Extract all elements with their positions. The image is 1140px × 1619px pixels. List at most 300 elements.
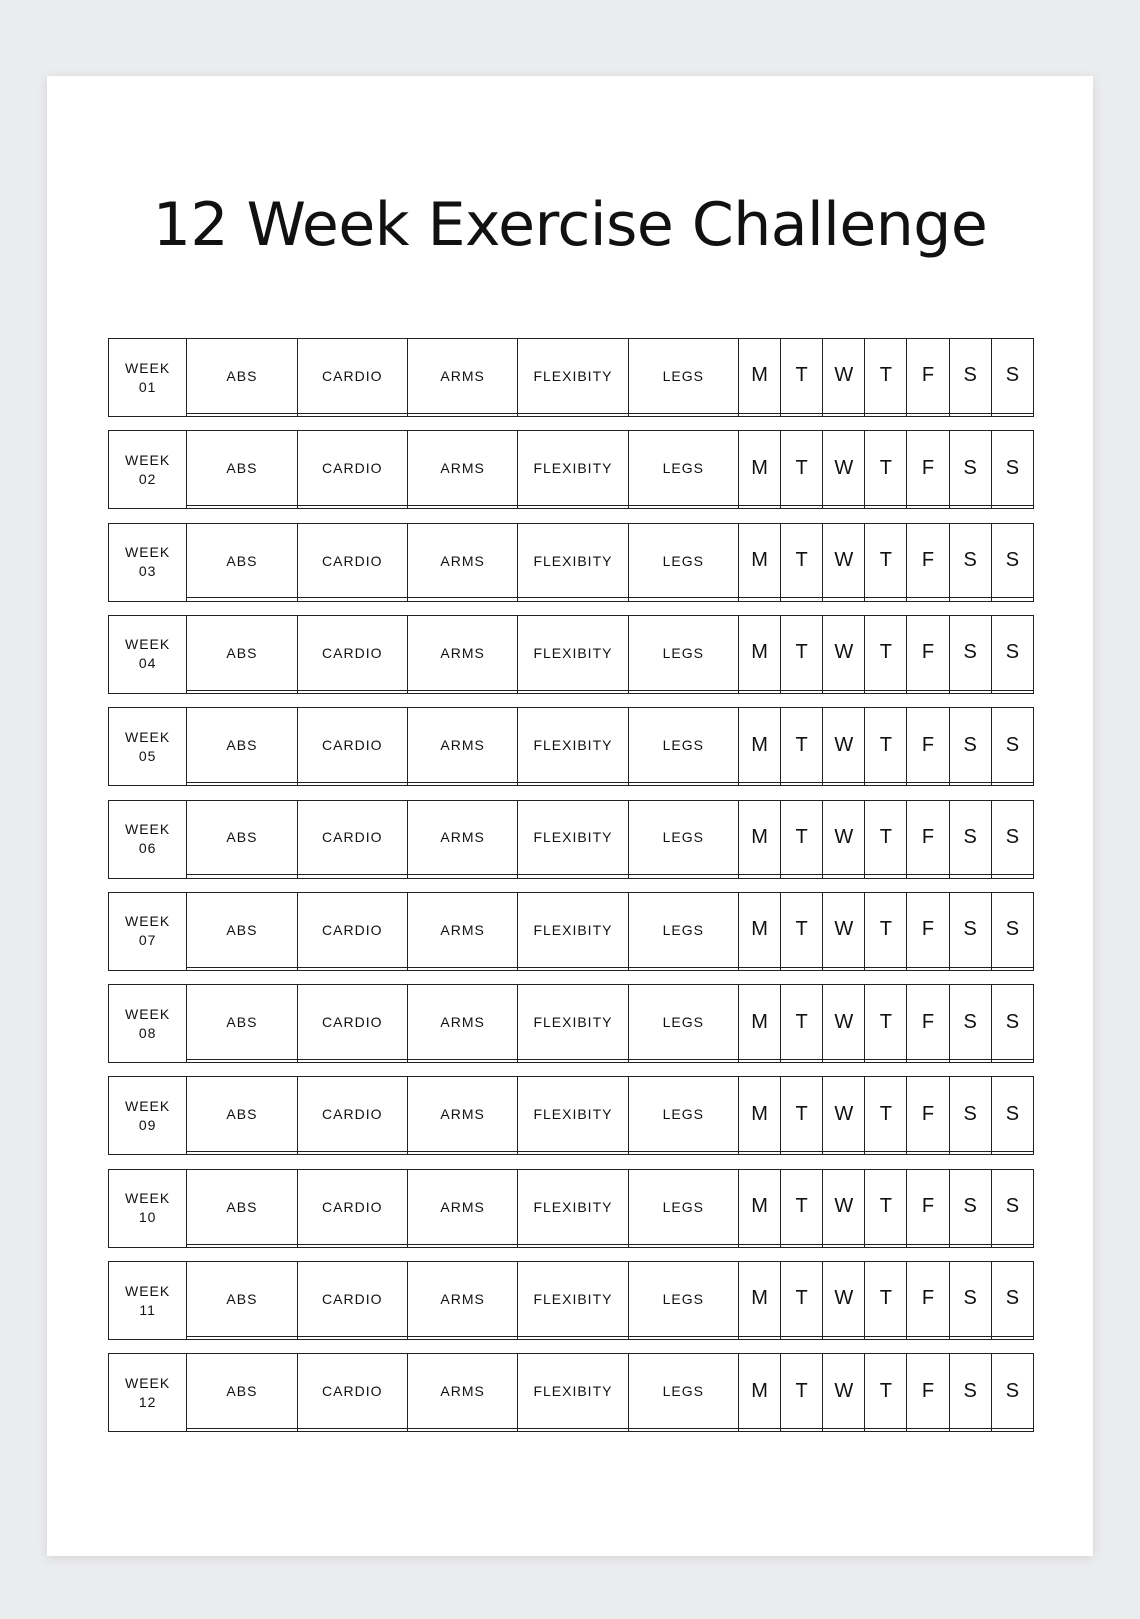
day-checkbox-cell[interactable] [738, 413, 780, 416]
day-checkbox-cell[interactable] [949, 690, 991, 693]
category-entry-cell[interactable] [628, 1152, 738, 1155]
day-checkbox-cell[interactable] [823, 1244, 865, 1247]
week-table [108, 984, 1034, 1063]
week-header-row [109, 339, 1034, 414]
category-entry-cell[interactable] [518, 1429, 628, 1432]
day-header: S [991, 985, 1033, 1060]
category-entry-cell[interactable] [187, 598, 297, 601]
category-entry-cell[interactable] [187, 1244, 297, 1247]
day-header: F [907, 523, 949, 598]
day-checkbox-cell[interactable] [738, 1336, 780, 1339]
category-header: CARDIO [297, 615, 407, 690]
category-entry-cell[interactable] [297, 1429, 407, 1432]
category-entry-cell[interactable] [628, 1429, 738, 1432]
day-checkbox-cell[interactable] [907, 1336, 949, 1339]
day-header: W [823, 431, 865, 506]
category-header: ARMS [407, 892, 517, 967]
category-header: FLEXIBITY [518, 523, 628, 598]
week-label [109, 523, 187, 601]
category-header: FLEXIBITY [518, 708, 628, 783]
week-number: 12 [138, 1393, 157, 1410]
week-header-row [109, 615, 1034, 690]
day-checkbox-cell[interactable] [991, 1429, 1033, 1432]
day-header: T [865, 800, 907, 875]
day-checkbox-cell[interactable] [949, 506, 991, 509]
category-entry-cell[interactable] [518, 783, 628, 786]
category-header: ARMS [407, 523, 517, 598]
category-header: CARDIO [297, 1262, 407, 1337]
week-word: WEEK [125, 1282, 171, 1299]
category-entry-cell[interactable] [297, 506, 407, 509]
day-checkbox-cell[interactable] [865, 1059, 907, 1062]
day-checkbox-cell[interactable] [991, 1152, 1033, 1155]
day-checkbox-cell[interactable] [991, 598, 1033, 601]
day-header: F [907, 339, 949, 414]
day-checkbox-cell[interactable] [949, 598, 991, 601]
category-entry-cell[interactable] [297, 1244, 407, 1247]
category-entry-cell[interactable] [628, 598, 738, 601]
category-header: CARDIO [297, 523, 407, 598]
day-checkbox-cell[interactable] [781, 875, 823, 878]
category-entry-cell[interactable] [187, 413, 297, 416]
day-header: T [781, 339, 823, 414]
day-header: T [781, 985, 823, 1060]
week-header-row [109, 800, 1034, 875]
day-header: S [949, 615, 991, 690]
week-label [109, 1354, 187, 1432]
week-header-row [109, 431, 1034, 506]
category-header: FLEXIBITY [518, 1354, 628, 1429]
day-checkbox-cell[interactable] [823, 1336, 865, 1339]
day-checkbox-cell[interactable] [823, 506, 865, 509]
category-header: CARDIO [297, 708, 407, 783]
category-entry-cell[interactable] [297, 413, 407, 416]
category-entry-cell[interactable] [518, 1152, 628, 1155]
day-header: S [991, 1262, 1033, 1337]
category-header: LEGS [628, 1169, 738, 1244]
category-header: LEGS [628, 892, 738, 967]
day-header: T [865, 615, 907, 690]
day-header: S [949, 1077, 991, 1152]
category-entry-cell[interactable] [187, 1059, 297, 1062]
day-header: S [949, 892, 991, 967]
category-entry-cell[interactable] [187, 1429, 297, 1432]
day-checkbox-cell[interactable] [991, 506, 1033, 509]
day-header: W [823, 339, 865, 414]
week-entry-row [109, 1244, 1034, 1247]
week-header-row [109, 1077, 1034, 1152]
week-word: WEEK [125, 913, 171, 930]
day-header: M [738, 339, 780, 414]
day-checkbox-cell[interactable] [949, 1429, 991, 1432]
day-header: T [781, 708, 823, 783]
day-checkbox-cell[interactable] [949, 1244, 991, 1247]
day-checkbox-cell[interactable] [823, 967, 865, 970]
day-checkbox-cell[interactable] [907, 1429, 949, 1432]
day-checkbox-cell[interactable] [991, 1244, 1033, 1247]
week-entry-row [109, 413, 1034, 416]
day-header: M [738, 892, 780, 967]
week-number: 04 [138, 655, 157, 672]
day-checkbox-cell[interactable] [738, 1059, 780, 1062]
category-header: CARDIO [297, 431, 407, 506]
day-header: W [823, 1077, 865, 1152]
day-header: F [907, 1169, 949, 1244]
week-entry-row [109, 598, 1034, 601]
day-header: S [949, 431, 991, 506]
category-header: LEGS [628, 708, 738, 783]
day-checkbox-cell[interactable] [949, 1059, 991, 1062]
category-entry-cell[interactable] [407, 1244, 517, 1247]
page-title: 12 Week Exercise Challenge [152, 190, 988, 260]
day-checkbox-cell[interactable] [907, 1152, 949, 1155]
category-entry-cell[interactable] [628, 783, 738, 786]
day-checkbox-cell[interactable] [865, 875, 907, 878]
category-header: CARDIO [297, 1077, 407, 1152]
day-checkbox-cell[interactable] [738, 598, 780, 601]
day-header: W [823, 1262, 865, 1337]
category-entry-cell[interactable] [187, 506, 297, 509]
day-header: T [865, 523, 907, 598]
week-entry-row [109, 875, 1034, 878]
category-entry-cell[interactable] [628, 690, 738, 693]
day-checkbox-cell[interactable] [781, 1429, 823, 1432]
week-table [108, 892, 1034, 971]
category-entry-cell[interactable] [518, 875, 628, 878]
category-entry-cell[interactable] [628, 875, 738, 878]
category-header: FLEXIBITY [518, 892, 628, 967]
category-entry-cell[interactable] [407, 1152, 517, 1155]
day-header: M [738, 523, 780, 598]
day-header: S [991, 1169, 1033, 1244]
day-checkbox-cell[interactable] [991, 690, 1033, 693]
category-header: ARMS [407, 1077, 517, 1152]
category-entry-cell[interactable] [297, 1336, 407, 1339]
category-entry-cell[interactable] [187, 690, 297, 693]
day-checkbox-cell[interactable] [991, 875, 1033, 878]
day-checkbox-cell[interactable] [738, 690, 780, 693]
category-header: FLEXIBITY [518, 800, 628, 875]
category-header: LEGS [628, 431, 738, 506]
category-entry-cell[interactable] [407, 875, 517, 878]
week-entry-row [109, 783, 1034, 786]
category-entry-cell[interactable] [297, 1152, 407, 1155]
day-header: T [781, 1262, 823, 1337]
week-table [108, 338, 1034, 417]
day-header: M [738, 1077, 780, 1152]
category-header: LEGS [628, 339, 738, 414]
day-checkbox-cell[interactable] [865, 1152, 907, 1155]
category-header: ARMS [407, 339, 517, 414]
category-header: FLEXIBITY [518, 339, 628, 414]
day-checkbox-cell[interactable] [823, 875, 865, 878]
day-header: T [865, 985, 907, 1060]
category-header: ARMS [407, 431, 517, 506]
day-checkbox-cell[interactable] [823, 1429, 865, 1432]
day-checkbox-cell[interactable] [907, 413, 949, 416]
category-entry-cell[interactable] [297, 783, 407, 786]
day-checkbox-cell[interactable] [907, 690, 949, 693]
week-number: 06 [138, 840, 157, 856]
day-checkbox-cell[interactable] [865, 783, 907, 786]
day-checkbox-cell[interactable] [991, 783, 1033, 786]
day-checkbox-cell[interactable] [907, 506, 949, 509]
category-entry-cell[interactable] [628, 1336, 738, 1339]
category-entry-cell[interactable] [518, 1059, 628, 1062]
category-entry-cell[interactable] [407, 1336, 517, 1339]
week-word: WEEK [125, 1190, 171, 1207]
day-header: F [907, 1262, 949, 1337]
day-checkbox-cell[interactable] [823, 413, 865, 416]
day-checkbox-cell[interactable] [781, 598, 823, 601]
day-checkbox-cell[interactable] [865, 598, 907, 601]
day-checkbox-cell[interactable] [738, 1152, 780, 1155]
week-label [109, 1169, 187, 1247]
category-entry-cell[interactable] [407, 1429, 517, 1432]
day-header: F [907, 892, 949, 967]
category-header: LEGS [628, 800, 738, 875]
day-header: F [907, 985, 949, 1060]
category-entry-cell[interactable] [187, 1152, 297, 1155]
day-checkbox-cell[interactable] [823, 783, 865, 786]
category-header: ARMS [407, 1262, 517, 1337]
day-header: S [949, 800, 991, 875]
week-number: 03 [138, 563, 157, 580]
day-checkbox-cell[interactable] [781, 967, 823, 970]
category-entry-cell[interactable] [407, 1059, 517, 1062]
category-header: ABS [187, 523, 297, 598]
category-header: ARMS [407, 615, 517, 690]
category-header: LEGS [628, 523, 738, 598]
day-header: T [865, 1354, 907, 1429]
category-header: ABS [187, 800, 297, 875]
day-header: S [949, 1262, 991, 1337]
day-checkbox-cell[interactable] [738, 1429, 780, 1432]
day-checkbox-cell[interactable] [949, 1336, 991, 1339]
day-header: T [865, 708, 907, 783]
day-checkbox-cell[interactable] [865, 967, 907, 970]
week-header-row [109, 708, 1034, 783]
category-header: LEGS [628, 1354, 738, 1429]
day-checkbox-cell[interactable] [865, 1429, 907, 1432]
category-header: FLEXIBITY [518, 1262, 628, 1337]
day-checkbox-cell[interactable] [907, 967, 949, 970]
day-header: F [907, 431, 949, 506]
day-header: M [738, 1169, 780, 1244]
category-entry-cell[interactable] [628, 1059, 738, 1062]
day-header: M [738, 1354, 780, 1429]
day-checkbox-cell[interactable] [738, 875, 780, 878]
day-checkbox-cell[interactable] [865, 1336, 907, 1339]
day-checkbox-cell[interactable] [738, 967, 780, 970]
week-label [109, 431, 187, 509]
category-entry-cell[interactable] [187, 967, 297, 970]
category-entry-cell[interactable] [407, 598, 517, 601]
week-label [109, 985, 187, 1063]
week-label [109, 892, 187, 970]
week-header-row [109, 1169, 1034, 1244]
day-checkbox-cell[interactable] [991, 1336, 1033, 1339]
category-header: ARMS [407, 1169, 517, 1244]
week-entry-row [109, 690, 1034, 693]
day-header: S [991, 800, 1033, 875]
day-checkbox-cell[interactable] [781, 1152, 823, 1155]
category-entry-cell[interactable] [407, 967, 517, 970]
category-entry-cell[interactable] [297, 967, 407, 970]
day-header: F [907, 800, 949, 875]
day-header: T [865, 339, 907, 414]
day-checkbox-cell[interactable] [949, 413, 991, 416]
day-checkbox-cell[interactable] [823, 598, 865, 601]
category-entry-cell[interactable] [518, 690, 628, 693]
day-checkbox-cell[interactable] [991, 967, 1033, 970]
category-header: ABS [187, 1262, 297, 1337]
day-header: S [949, 708, 991, 783]
day-header: S [991, 1354, 1033, 1429]
day-checkbox-cell[interactable] [738, 1244, 780, 1247]
day-header: W [823, 1354, 865, 1429]
day-header: S [991, 615, 1033, 690]
category-header: CARDIO [297, 800, 407, 875]
day-checkbox-cell[interactable] [865, 506, 907, 509]
category-header: ABS [187, 339, 297, 414]
category-entry-cell[interactable] [187, 1336, 297, 1339]
category-header: ABS [187, 892, 297, 967]
category-entry-cell[interactable] [297, 690, 407, 693]
category-entry-cell[interactable] [297, 875, 407, 878]
day-header: W [823, 892, 865, 967]
day-checkbox-cell[interactable] [949, 783, 991, 786]
day-checkbox-cell[interactable] [781, 1059, 823, 1062]
week-table [108, 800, 1034, 879]
day-header: W [823, 985, 865, 1060]
day-header: F [907, 708, 949, 783]
day-checkbox-cell[interactable] [781, 690, 823, 693]
category-entry-cell[interactable] [407, 413, 517, 416]
day-header: F [907, 1077, 949, 1152]
week-word: WEEK [125, 821, 171, 837]
category-entry-cell[interactable] [518, 598, 628, 601]
day-checkbox-cell[interactable] [781, 1244, 823, 1247]
week-number: 05 [138, 747, 157, 764]
category-entry-cell[interactable] [518, 413, 628, 416]
week-word: WEEK [125, 544, 171, 561]
week-entry-row [109, 1152, 1034, 1155]
category-entry-cell[interactable] [518, 1336, 628, 1339]
day-checkbox-cell[interactable] [949, 875, 991, 878]
day-header: T [781, 431, 823, 506]
category-entry-cell[interactable] [407, 783, 517, 786]
category-entry-cell[interactable] [518, 967, 628, 970]
day-header: S [991, 431, 1033, 506]
day-header: T [781, 1077, 823, 1152]
day-checkbox-cell[interactable] [907, 875, 949, 878]
week-word: WEEK [125, 1005, 171, 1022]
week-table [108, 1261, 1034, 1340]
day-checkbox-cell[interactable] [907, 1059, 949, 1062]
category-entry-cell[interactable] [407, 506, 517, 509]
category-entry-cell[interactable] [187, 875, 297, 878]
day-header: F [907, 1354, 949, 1429]
day-header: S [949, 1169, 991, 1244]
day-checkbox-cell[interactable] [738, 506, 780, 509]
day-checkbox-cell[interactable] [823, 690, 865, 693]
day-checkbox-cell[interactable] [823, 1152, 865, 1155]
day-header: S [991, 339, 1033, 414]
week-word: WEEK [125, 1374, 171, 1391]
category-header: FLEXIBITY [518, 985, 628, 1060]
day-checkbox-cell[interactable] [949, 1152, 991, 1155]
category-entry-cell[interactable] [628, 413, 738, 416]
week-table [108, 707, 1034, 786]
week-table [108, 1076, 1034, 1155]
category-entry-cell[interactable] [187, 783, 297, 786]
day-header: S [991, 892, 1033, 967]
day-checkbox-cell[interactable] [781, 783, 823, 786]
day-header: M [738, 800, 780, 875]
category-entry-cell[interactable] [628, 1244, 738, 1247]
day-checkbox-cell[interactable] [781, 1336, 823, 1339]
category-entry-cell[interactable] [518, 506, 628, 509]
day-checkbox-cell[interactable] [781, 413, 823, 416]
category-entry-cell[interactable] [407, 690, 517, 693]
week-header-row [109, 1354, 1034, 1429]
week-entry-row [109, 1429, 1034, 1432]
day-header: S [991, 1077, 1033, 1152]
week-header-row [109, 985, 1034, 1060]
worksheet-page [47, 76, 1093, 1556]
category-header: CARDIO [297, 1169, 407, 1244]
day-checkbox-cell[interactable] [991, 1059, 1033, 1062]
day-header: W [823, 523, 865, 598]
category-header: ABS [187, 985, 297, 1060]
category-entry-cell[interactable] [628, 967, 738, 970]
week-label [109, 339, 187, 417]
week-word: WEEK [125, 728, 171, 745]
day-checkbox-cell[interactable] [949, 967, 991, 970]
day-checkbox-cell[interactable] [907, 598, 949, 601]
day-checkbox-cell[interactable] [823, 1059, 865, 1062]
category-entry-cell[interactable] [518, 1244, 628, 1247]
category-entry-cell[interactable] [297, 1059, 407, 1062]
day-checkbox-cell[interactable] [865, 690, 907, 693]
category-header: FLEXIBITY [518, 431, 628, 506]
day-header: S [949, 339, 991, 414]
day-checkbox-cell[interactable] [738, 783, 780, 786]
week-header-row [109, 523, 1034, 598]
week-table [108, 1353, 1034, 1432]
day-header: S [949, 985, 991, 1060]
category-entry-cell[interactable] [297, 598, 407, 601]
day-header: S [949, 523, 991, 598]
day-checkbox-cell[interactable] [781, 506, 823, 509]
day-checkbox-cell[interactable] [991, 413, 1033, 416]
category-header: LEGS [628, 1262, 738, 1337]
day-checkbox-cell[interactable] [865, 413, 907, 416]
week-label [109, 1262, 187, 1340]
day-checkbox-cell[interactable] [865, 1244, 907, 1247]
day-header: W [823, 1169, 865, 1244]
day-header: T [865, 431, 907, 506]
category-header: ARMS [407, 800, 517, 875]
day-checkbox-cell[interactable] [907, 783, 949, 786]
category-entry-cell[interactable] [628, 506, 738, 509]
category-header: CARDIO [297, 339, 407, 414]
week-table [108, 615, 1034, 694]
week-entry-row [109, 967, 1034, 970]
week-number: 08 [138, 1024, 157, 1041]
day-checkbox-cell[interactable] [907, 1244, 949, 1247]
